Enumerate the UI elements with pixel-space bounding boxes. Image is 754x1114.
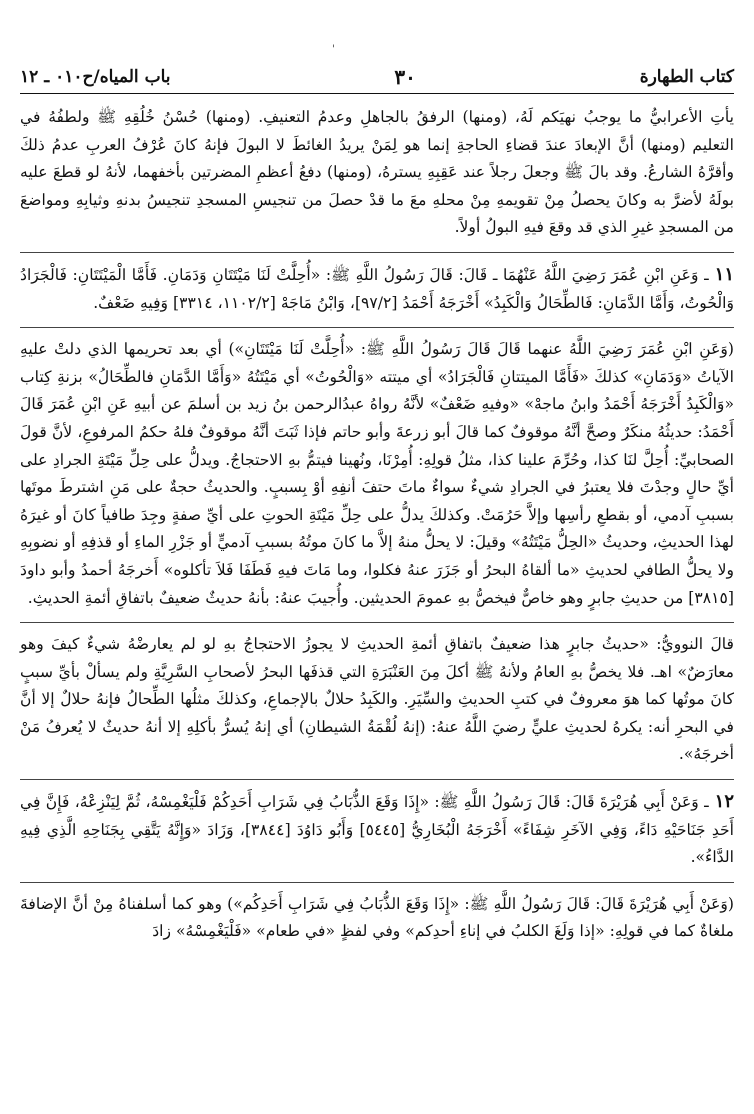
hadith-text: ـ وَعَنِ ابْنِ عُمَرَ رَضِيَ اللَّهُ عَنْهُمَا ـ قَالَ: قَالَ رَسُولُ اللَّهِ ﷺ: «أُحِلَّتْ لَنَا مَيْتَتَانِ وَدَمَانِ. فَأَمَّا الْمَيْتَتَانِ: فَالْجَرَادُ وَالْحُوتُ، وَأَمَّا الدَّمَانِ: فَالطِّحَالُ وَالْكَبِدُ» أَخْرَجَهُ أَحْمَدُ [٩٧/٢]، وَابْنُ مَاجَهْ [١١٠٢/٢، ٣٣١٤] وَفِيهِ ضَعْفٌ. (20, 265, 734, 312)
commentary-paragraph (20, 336, 734, 612)
commentary-paragraph (20, 891, 734, 946)
top-mark: ' (332, 44, 335, 55)
page-header (20, 62, 734, 92)
hadith-number: ١٢ (714, 791, 734, 813)
commentary-paragraph (20, 631, 734, 769)
section-divider (20, 779, 734, 780)
paragraph-text: قالَ النوويُّ: «حديثُ جابرٍ هذا ضعيفٌ باتفاقِ أئمةِ الحديثِ لا يجوزُ الاحتجاجُ بهِ لو لم يعارضْهُ شيءٌ كيفَ وهو معارَضٌ» اهـ. فلا يخصُّ بهِ العامُ ولأنهُ ﷺ أكلَ مِنَ العَنْبَرَةِ التي قذفَها البحرُ لأصحابِ السَّرِيَّةِ ولم يسألْ بأيِّ سببٍ كانَ موتُها كما هوَ معروفٌ في كتبِ الحديثِ والسِّيَرِ. والكَبِدُ حلالٌ بالإجماعِ، وكذلكَ مثلُها الطِّحالُ فإنهُ حلالٌ إلا أنَّ في البحرِ أنه: يكرهُ لحديثِ عليٍّ رضيَ اللَّهُ عنهُ: (إنهُ لُقْمَةُ الشيطانِ) أي إنهُ يُسرُّ بأكلِهِ إلا أنهُ حديثٌ لا يُعرفُ مَنْ أخرجَهُ». (20, 635, 734, 764)
hadith-text: ـ وَعَنْ أَبِي هُرَيْرَةَ قَالَ: قَالَ رَسُولُ اللَّهِ ﷺ: «إِذَا وَقَعَ الذُّبَابُ فِي شَرَابِ أَحَدِكُمْ فَلْيَغْمِسْهُ، ثُمَّ لِيَنْزِعْهُ، فَإِنَّ فِي أَحَدِ جَنَاحَيْهِ دَاءً، وَفِي الآخَرِ شِفَاءً» أَخْرَجَهُ الْبُخَارِيُّ [٥٤٤٥] وَأَبُو دَاوُدَ [٣٨٤٤]، وَزَادَ «وَإِنَّهُ يَتَّقِي بِجَنَاحِهِ الَّذِي فِيهِ الدَّاءُ». (20, 793, 734, 867)
chapter-title: باب المياه/ح٠١٠ ـ ١٢ (20, 67, 171, 87)
hadith-paragraph (20, 261, 734, 317)
section-divider (20, 882, 734, 883)
section-divider (20, 252, 734, 253)
page-body (20, 104, 734, 946)
paragraph-text: (وَعَنِ ابْنِ عُمَرَ رَضِيَ اللَّهُ عنهما قَالَ قَالَ رَسُولُ اللَّهِ ﷺ: «أُحِلَّتْ لَنَا مَيْتَتَانِ») أي بعد تحريمها الذي دلتْ عليهِ الآياتُ «وَدَمَانِ» كذلكَ «فَأَمَّا الميتتانِ فَالْجَرَادُ» أي ميتته «وَالْحُوتُ» أي مَيْتَتُهُ «وَأَمَّا الدَّمَانِ فالطِّحَالُ» بزنةِ كِتاب «وَالْكَبِدُ أَخْرَجَهُ أَحْمَدُ وابنُ ماجهْ» «وفيهِ ضَعْفٌ» لأنَّهُ رواهُ عبدُالرحمن بنُ زيد بن أسلمَ عن أبيهِ عَنِ ابْنِ عُمَرَ قَالَ أَحْمَدُ: حديثُهُ منكَرٌ وصحَّ أنَّهُ موقوفٌ كما قالَ أبو زرعةَ وأبو حاتم فإذا ثَبَتَ أنَّهُ موقوفٌ فلهُ حكمُ المرفوعِ، لأنَّ قولَ الصحابيِّ: أُحِلَّ لنَا كذا، وحُرِّمَ علينا كذا، مثلُ قولِهِ: أُمِرْنَا، ونُهينا فيتمُّ بهِ الاحتجاجُ. ويدلُّ على حِلِّ مَيْتَةِ الجرادِ على أيِّ حالٍ وجدْتَ فلا يعتبرُ في الجرادِ شيءٌ سواءٌ ماتَ حتفَ أنفِهِ أوْ بِسببٍ. والحديثُ حجةٌ على مَنِ اشترطَ موتَها بسببِ آدمي، أو بقطعِ رأسِها وإلاَّ حَرُمَتْ. وكذلكَ يدلُّ على حِلِّ مَيْتَةِ الحوتِ على أيِّ صفةٍ وجِدَ طافياً كانَ أو غيرَهُ لهذا الحديثِ، وحديثُ «الحِلُّ مَيْتَتُهُ» وقيلَ: لا يحلُّ منهُ إلاَّ ما كانَ موتُهُ بسببِ آدميٍّ أو جَزْرِ الماءِ أو قذفِهِ أو نضوبِهِ ولا يحلُّ الطافي لحديثِ «ما ألقاهُ البحرُ أو جَزَرَ عنهُ فكلوا، وما مَاتَ فيهِ فَطَفَا فَلاَ تأكلوه» أَخرجَهُ أحمدُ وأبو داودَ [٣٨١٥] من حديثِ جابرٍ وهو خاصٌّ فيخصُّ بهِ عمومَ الحديثين. وأُجيبَ عنهُ: بأنهُ حديثٌ ضعيفٌ باتفاقِ أئمةِ الحديثِ. (20, 340, 734, 607)
paragraph-text: (وَعَنْ أَبِي هُرَيْرَةَ قَالَ: قَالَ رَسُولُ اللَّهِ ﷺ: «إِذَا وَقَعَ الذُّبَابُ فِي شَرَابِ أَحَدِكُم») وهو كما أسلفناهُ مِنْ أنَّ الإضافةَ ملغاةٌ كما في قولِهِ: «إذا وَلَغَ الكلبُ في إناءِ أحدِكم» وفي لفظٍ «في طعام» «فَلْيَغْمِسْهُ» زادَ (20, 894, 734, 941)
book-page (20, 0, 734, 1114)
commentary-paragraph (20, 104, 734, 242)
header-rule (20, 93, 734, 94)
hadith-paragraph (20, 788, 734, 872)
section-divider (20, 622, 734, 623)
section-divider (20, 327, 734, 328)
book-title: كتاب الطهارة (639, 67, 734, 87)
paragraph-text: يأتِ الأعرابيُّ ما يوجبُ نهيَكم لَهُ، (ومنها) الرفقُ بالجاهلِ وعدمُ التعنيفِ. (ومنها) حُسْنُ خُلُقِهِ ﷺ ولطفُهُ في التعليم (ومنها) أنَّ الإبعادَ عندَ قضاءِ الحاجةِ إنما هو لِمَنْ يريدُ الغائطَ لا البولَ فإنهُ كانَ عُرْفُ العربِ عدمُ ذلكَ وأقرَّهُ الشارعُ. وقد بالَ ﷺ وجعلَ رجلاً عند عَقِبِهِ يسترهُ، (ومنها) دفعُ أعظمِ المضرتين بأخفهما، لأنهُ لو قطعَ عليه بولَهُ لأضرَّ به وكانَ يحصلُ مِنْ تقويمهِ مِنْ محلهِ معَ ما قدْ حصلَ من تنجيسِ المسجدِ تنجيسُ بدنهِ وثيابِهِ ومواضعَ من المسجدِ غيرِ الذي قد وقعَ فيهِ البولُ أولاً. (20, 108, 734, 237)
page-number: ٣٠ (394, 65, 416, 89)
hadith-number: ١١ (714, 263, 734, 285)
